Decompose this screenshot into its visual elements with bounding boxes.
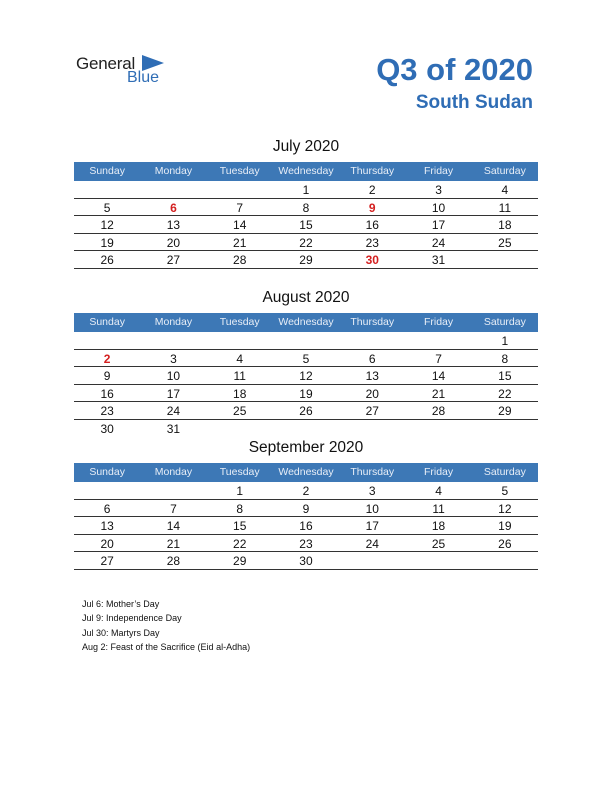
day-cell: 1: [236, 484, 244, 498]
day-cell: 7: [236, 200, 244, 215]
day-cell: 9: [103, 369, 111, 384]
month-calendar: [74, 438, 538, 570]
day-cell: 18: [233, 386, 247, 401]
week-row: [74, 234, 538, 252]
day-cell: 12: [100, 218, 114, 233]
day-cell: 7: [435, 351, 442, 366]
day-cell: 11: [233, 369, 246, 384]
month-calendar: [74, 137, 538, 269]
weekday-label: Tuesday: [219, 165, 260, 177]
day-cell: 19: [299, 386, 313, 401]
weekday-label: Sunday: [89, 466, 125, 478]
holiday-notes: [82, 597, 250, 654]
day-cell: 20: [166, 235, 181, 250]
logo-general-text: General: [76, 54, 136, 73]
weekday-label: Monday: [154, 466, 193, 478]
day-cell: 23: [365, 235, 379, 250]
weekday-label: Tuesday: [219, 316, 260, 328]
day-cell: 25: [498, 235, 512, 250]
day-cell: 19: [498, 519, 512, 534]
weekday-label: Sunday: [89, 316, 125, 328]
empty-day-cell: [339, 332, 405, 349]
weekday-header: [74, 313, 538, 332]
logo: [76, 54, 186, 88]
day-cell: 29: [498, 404, 512, 419]
empty-day-cell: [140, 332, 206, 349]
day-cell: 17: [166, 386, 181, 401]
day-cell: 29: [299, 253, 313, 268]
day-cell: 6: [368, 351, 376, 366]
week-row: [74, 420, 538, 438]
empty-day-cell: [472, 251, 538, 268]
day-cell: 17: [365, 519, 379, 534]
day-cell: 29: [233, 554, 247, 569]
weekday-label: Monday: [154, 316, 193, 328]
day-cell: 21: [166, 536, 181, 551]
week-row: [74, 181, 538, 199]
weekday-label: Friday: [423, 316, 454, 328]
day-cell: 23: [299, 536, 313, 551]
day-cell: 11: [432, 501, 445, 516]
day-cell: 21: [431, 386, 446, 401]
weekday-label: Monday: [154, 165, 193, 177]
day-cell: 14: [431, 369, 446, 384]
weekday-label: Thursday: [350, 316, 395, 328]
day-cell: 12: [299, 369, 313, 384]
day-cell: 18: [498, 218, 512, 233]
day-cell: 2: [103, 351, 111, 366]
holiday-note: Aug 2: Feast of the Sacrifice (Eid al-Adha): [82, 641, 251, 652]
empty-day-cell: [339, 552, 405, 569]
day-cell: 19: [100, 235, 114, 250]
weekday-header: [74, 162, 538, 181]
day-cell: 10: [166, 369, 181, 384]
day-cell: 9: [368, 200, 376, 215]
day-cell: 24: [431, 235, 446, 250]
empty-day-cell: [207, 420, 273, 438]
month-title: August 2020: [262, 289, 350, 306]
day-cell: 3: [368, 484, 376, 498]
empty-day-cell: [472, 420, 538, 438]
month-title: July 2020: [272, 138, 340, 155]
weekday-label: Thursday: [350, 165, 395, 177]
empty-day-cell: [405, 420, 471, 438]
weekday-label: Wednesday: [278, 316, 334, 328]
day-cell: 11: [498, 200, 512, 215]
empty-day-cell: [207, 332, 273, 349]
week-row: [74, 500, 538, 518]
holiday-note: Jul 9: Independence Day: [82, 613, 182, 624]
empty-day-cell: [74, 332, 140, 349]
weekday-label: Thursday: [350, 466, 395, 478]
logo-blue-text: Blue: [127, 69, 160, 86]
empty-day-cell: [140, 482, 206, 499]
day-cell: 2: [368, 183, 376, 197]
empty-day-cell: [339, 420, 405, 438]
week-row: [74, 482, 538, 500]
day-cell: 13: [100, 519, 114, 534]
day-cell: 5: [103, 200, 111, 215]
day-cell: 6: [170, 200, 177, 215]
day-cell: 9: [302, 501, 310, 516]
day-cell: 27: [166, 253, 181, 268]
day-cell: 5: [302, 351, 310, 366]
day-cell: 8: [302, 200, 310, 215]
holiday-note: Jul 30: Martyrs Day: [82, 627, 160, 638]
empty-day-cell: [207, 181, 273, 198]
weekday-label: Saturday: [483, 165, 526, 177]
day-cell: 30: [100, 421, 114, 436]
day-cell: 4: [501, 183, 509, 197]
empty-day-cell: [74, 181, 140, 198]
day-cell: 20: [365, 386, 379, 401]
day-cell: 26: [498, 536, 512, 551]
day-cell: 22: [498, 386, 512, 401]
day-cell: 8: [236, 501, 244, 516]
weekday-label: Sunday: [89, 165, 125, 177]
day-cell: 16: [365, 218, 379, 233]
week-row: [74, 251, 538, 269]
day-cell: 14: [166, 519, 181, 534]
day-cell: 15: [233, 519, 247, 534]
weekday-label: Tuesday: [219, 466, 260, 478]
country-name: South Sudan: [415, 92, 533, 113]
day-cell: 24: [166, 404, 181, 419]
week-row: [74, 199, 538, 217]
month-title: September 2020: [248, 439, 364, 456]
day-cell: 7: [170, 501, 177, 516]
weekday-label: Saturday: [483, 466, 526, 478]
day-cell: 28: [233, 253, 247, 268]
day-cell: 16: [100, 386, 114, 401]
day-cell: 12: [498, 501, 512, 516]
empty-day-cell: [472, 552, 538, 569]
empty-day-cell: [405, 332, 471, 349]
day-cell: 5: [501, 484, 509, 498]
day-cell: 14: [233, 218, 247, 233]
week-row: [74, 216, 538, 234]
day-cell: 30: [365, 253, 379, 268]
day-cell: 3: [435, 183, 442, 197]
day-cell: 24: [365, 536, 379, 551]
day-cell: 25: [233, 404, 247, 419]
week-row: [74, 332, 538, 350]
day-cell: 1: [501, 334, 509, 348]
day-cell: 8: [501, 351, 509, 366]
week-row: [74, 385, 538, 403]
week-row: [74, 350, 538, 368]
weekday-label: Saturday: [483, 316, 526, 328]
page-title: Q3 of 2020: [376, 52, 533, 87]
day-cell: 15: [299, 218, 313, 233]
day-cell: 23: [100, 404, 114, 419]
day-cell: 10: [365, 501, 379, 516]
day-cell: 22: [233, 536, 247, 551]
day-cell: 28: [166, 554, 181, 569]
week-row: [74, 367, 538, 385]
day-cell: 20: [100, 536, 114, 551]
day-cell: 1: [302, 183, 310, 197]
day-cell: 21: [233, 235, 247, 250]
day-cell: 26: [299, 404, 313, 419]
weekday-label: Wednesday: [278, 466, 334, 478]
day-cell: 31: [166, 421, 181, 436]
empty-day-cell: [405, 552, 471, 569]
day-cell: 16: [299, 519, 313, 534]
day-cell: 13: [365, 369, 379, 384]
day-cell: 26: [100, 253, 114, 268]
weekday-label: Friday: [423, 466, 454, 478]
day-cell: 6: [103, 501, 111, 516]
month-calendar: [74, 288, 538, 438]
day-cell: 27: [100, 554, 114, 569]
day-cell: 18: [431, 519, 446, 534]
day-cell: 25: [431, 536, 446, 551]
day-cell: 15: [498, 369, 512, 384]
day-cell: 13: [166, 218, 181, 233]
day-cell: 31: [431, 253, 446, 268]
day-cell: 2: [302, 484, 310, 498]
week-row: [74, 535, 538, 553]
day-cell: 22: [299, 235, 313, 250]
day-cell: 4: [236, 351, 244, 366]
empty-day-cell: [273, 420, 339, 438]
weekday-label: Friday: [423, 165, 454, 177]
day-cell: 3: [170, 351, 177, 366]
day-cell: 28: [431, 404, 446, 419]
holiday-note: Jul 6: Mother’s Day: [82, 599, 160, 609]
weekday-header: [74, 463, 538, 482]
empty-day-cell: [74, 482, 140, 499]
week-row: [74, 402, 538, 420]
week-row: [74, 552, 538, 570]
day-cell: 10: [431, 200, 446, 215]
day-cell: 30: [299, 554, 313, 569]
week-row: [74, 517, 538, 535]
day-cell: 4: [435, 484, 442, 498]
day-cell: 17: [431, 218, 446, 233]
empty-day-cell: [273, 332, 339, 349]
empty-day-cell: [140, 181, 206, 198]
day-cell: 27: [365, 404, 379, 419]
weekday-label: Wednesday: [278, 165, 334, 177]
